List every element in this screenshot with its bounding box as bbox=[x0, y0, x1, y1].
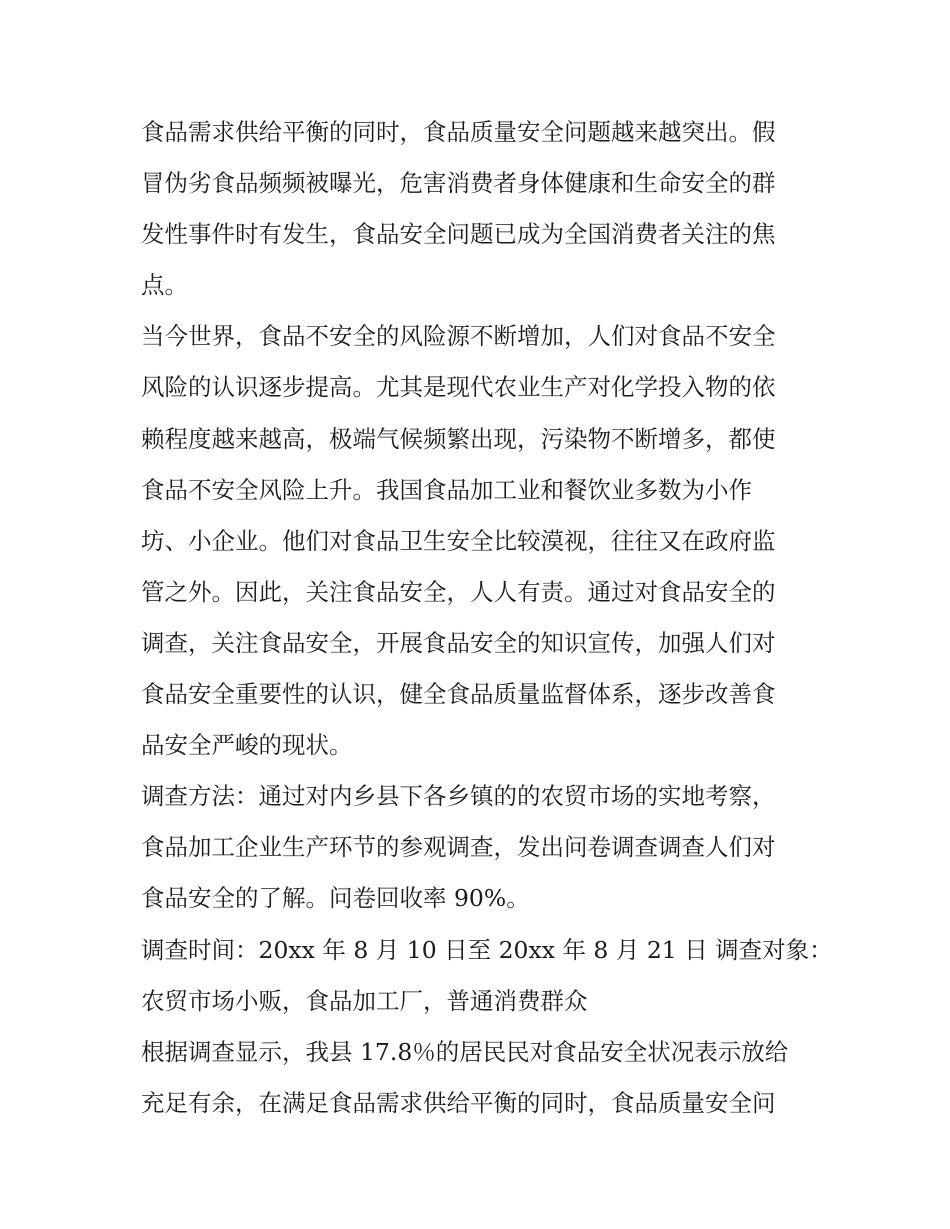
text-line: 调查，关注食品安全，开展食品安全的知识宣传，加强人们对 bbox=[141, 628, 776, 657]
text-line: 食品需求供给平衡的同时，食品质量安全问题越来越突出。假 bbox=[141, 118, 776, 146]
body-text bbox=[141, 107, 833, 1129]
text-line: 农贸市场小贩，食品加工厂，普通消费群众 bbox=[141, 986, 588, 1015]
text-line: 发性事件时有发生，食品安全问题已成为全国消费者关注的焦 bbox=[141, 220, 776, 249]
text-line: 点。 bbox=[141, 271, 188, 300]
text-line: 坊、小企业。他们对食品卫生安全比较漠视，往往又在政府监 bbox=[141, 526, 776, 555]
text-line: 冒伪劣食品频频被曝光，危害消费者身体健康和生命安全的群 bbox=[141, 169, 776, 198]
text-line: 食品安全重要性的认识，健全食品质量监督体系，逐步改善食 bbox=[141, 680, 776, 709]
text-line: 调查方法：通过对内乡县下各乡镇的的农贸市场的实地考察， bbox=[141, 782, 776, 811]
text-line: 管之外。因此，关注食品安全，人人有责。通过对食品安全的 bbox=[141, 577, 776, 606]
text-line: 当今世界，食品不安全的风险源不断增加，人们对食品不安全 bbox=[141, 322, 776, 351]
text-line: 品安全严峻的现状。 bbox=[141, 731, 353, 760]
text-line: 食品安全的了解。问卷回收率 90%。 bbox=[141, 884, 530, 913]
text-line: 食品不安全风险上升。我国食品加工业和餐饮业多数为小作 bbox=[141, 475, 752, 504]
text-line: 赖程度越来越高，极端气候频繁出现，污染物不断增多，都使 bbox=[141, 424, 776, 453]
text-line: 食品加工企业生产环节的参观调查，发出问卷调查调查人们对 bbox=[141, 833, 776, 862]
text-line: 调查时间：20xx 年 8 月 10 日至 20xx 年 8 月 21 日 调查对象： bbox=[141, 935, 833, 964]
text-line: 充足有余，在满足食品需求供给平衡的同时，食品质量安全问 bbox=[141, 1088, 776, 1117]
text-line: 风险的认识逐步提高。尤其是现代农业生产对化学投入物的依 bbox=[141, 373, 776, 402]
text-line: 根据调查显示，我县 17.8％的居民民对食品安全状况表示放给 bbox=[141, 1037, 789, 1066]
